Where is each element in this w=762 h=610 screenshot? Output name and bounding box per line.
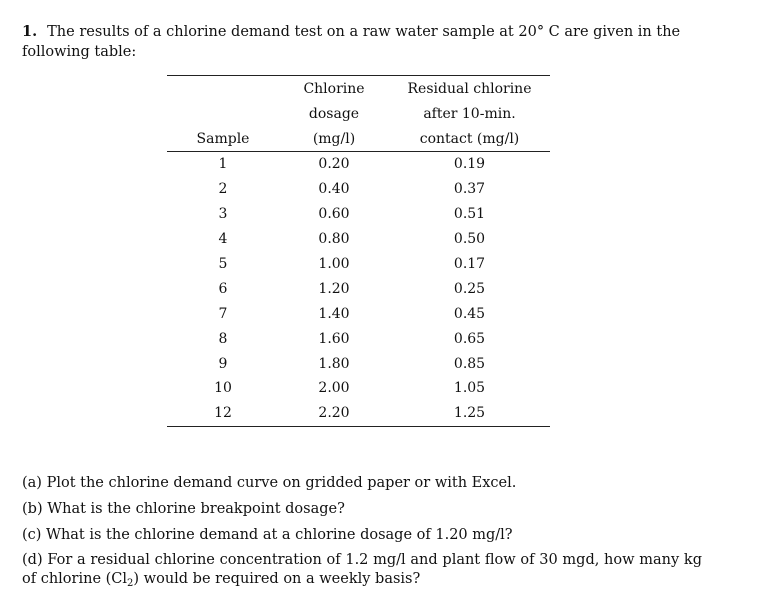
cell-sample: 9 (218, 355, 228, 372)
cell-dosage: 0.20 (318, 156, 350, 173)
header-row-1 (167, 76, 550, 102)
question-d-text-end: ) would be required on a weekly basis? (133, 571, 421, 587)
cell-sample: 5 (218, 256, 228, 272)
header-sample-line2 (167, 101, 279, 126)
cell-residual: 0.17 (453, 256, 486, 272)
cell-sample: 6 (218, 280, 228, 297)
table-row (167, 401, 550, 426)
table-row (167, 276, 550, 301)
header-dosage-line2: dosage (308, 105, 360, 122)
table-row (167, 326, 550, 351)
cell-dosage: 1.60 (318, 330, 350, 347)
table-row (167, 252, 550, 277)
cell-dosage: 1.20 (318, 280, 350, 297)
question-b: (b) What is the chlorine breakpoint dosage? (22, 501, 345, 517)
problem-intro (22, 22, 712, 62)
cell-dosage: 2.20 (279, 401, 389, 426)
question-c: (c) What is the chlorine demand at a chlorine dosage of 1.20 mg/l? (22, 527, 513, 543)
question-a: (a) Plot the chlorine demand curve on gridded paper or with Excel. (22, 475, 517, 491)
header-row-2 (167, 101, 550, 126)
cell-dosage: 0.60 (318, 206, 350, 223)
cell-residual: 0.65 (453, 330, 486, 347)
cell-sample: 10 (214, 380, 232, 397)
table-row (167, 177, 550, 202)
cell-dosage: 2.00 (318, 380, 350, 397)
table-row (167, 351, 550, 376)
question-list (22, 473, 702, 595)
cell-dosage: 1.80 (318, 355, 350, 372)
table-row (167, 227, 550, 252)
cell-dosage: 1.00 (318, 256, 350, 272)
table-header (167, 76, 550, 152)
cell-sample: 3 (218, 206, 228, 223)
chlorine-demand-table (167, 75, 550, 427)
cell-residual: 0.19 (453, 156, 486, 173)
table-row (167, 152, 550, 177)
header-dosage-line1: Chlorine (279, 76, 389, 102)
question-d (22, 551, 702, 589)
cell-residual: 0.85 (453, 355, 486, 372)
cell-sample: 7 (218, 305, 228, 322)
table-row (167, 376, 550, 401)
table-row (167, 202, 550, 227)
chlorine-subscript: 2 (127, 578, 134, 589)
cell-residual: 0.37 (453, 181, 486, 198)
cell-residual: 0.25 (453, 280, 486, 297)
header-residual-line1: Residual chlorine (389, 76, 550, 102)
cell-dosage: 1.40 (318, 305, 350, 322)
question-d-text-start: (d) For a residual chlorine concentration of 1.2 mg/l and plant flow of 30 mgd, how many kg of chlorine (Cl (22, 552, 702, 587)
cell-residual: 1.05 (453, 380, 486, 397)
cell-sample: 12 (167, 401, 279, 426)
header-residual-line2: after 10-min. (423, 105, 516, 122)
header-sample-line1 (167, 76, 279, 102)
header-sample-line3: Sample (167, 126, 279, 152)
header-dosage-line3: (mg/l) (279, 126, 389, 152)
cell-dosage: 0.40 (318, 181, 350, 198)
header-row-3 (167, 126, 550, 152)
header-residual-line3: contact (mg/l) (389, 126, 550, 152)
cell-sample: 4 (218, 231, 228, 248)
cell-dosage: 0.80 (318, 231, 350, 248)
problem-number: 1. (22, 23, 38, 40)
problem-intro-text: The results of a chlorine demand test on a raw water sample at 20° C are given in the following table: (22, 24, 681, 60)
table-row (167, 301, 550, 326)
cell-residual: 0.45 (453, 305, 486, 322)
cell-residual: 0.51 (453, 206, 486, 223)
cell-sample: 1 (218, 156, 228, 173)
cell-sample: 2 (218, 181, 228, 198)
cell-sample: 8 (218, 330, 228, 347)
table-body (167, 152, 550, 427)
cell-residual: 1.25 (389, 401, 550, 426)
cell-residual: 0.50 (453, 231, 486, 248)
